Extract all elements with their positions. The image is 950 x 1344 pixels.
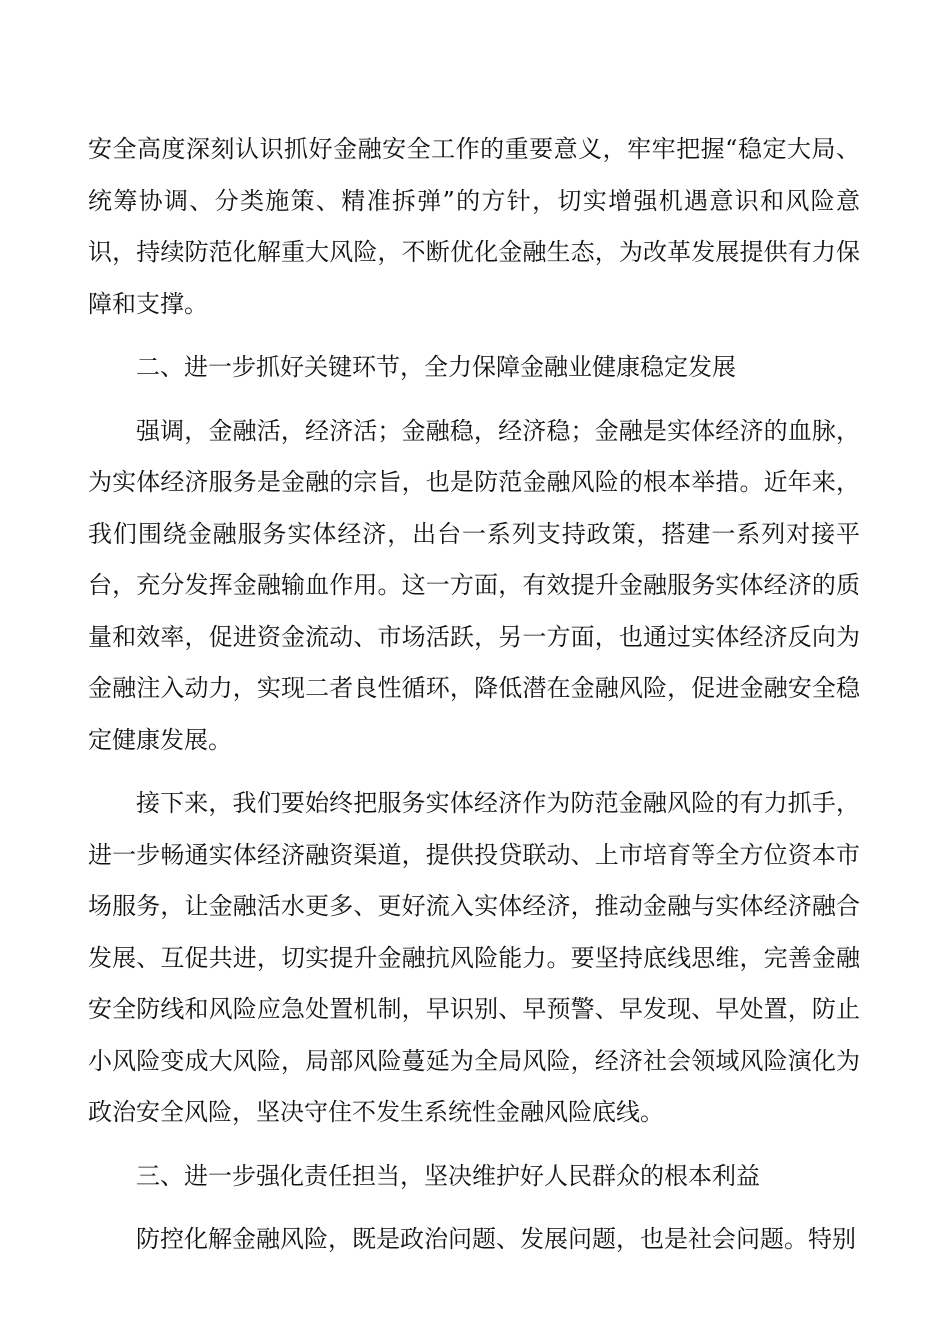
document-page xyxy=(88,124,860,1278)
paragraph-intro: 安全高度深刻认识抓好金融安全工作的重要意义，牢牢把握“稳定大局、统筹协调、分类施策、精准拆弹”的方针，切实增强机遇意识和风险意识，持续防范化解重大风险，不断优化金融生态，为改革发展提供有力保障和支撑。 xyxy=(88,135,860,318)
section-heading-3: 三、进一步强化责任担当，坚决维护好人民群众的根本利益 xyxy=(136,1161,760,1190)
paragraph-finance-real-economy: 强调，金融活，经济活；金融稳，经济稳；金融是实体经济的血脉，为实体经济服务是金融的宗旨，也是防范金融风险的根本举措。近年来，我们围绕金融服务实体经济，出台一系列支持政策，搭建一系列对接平台，充分发挥金融输血作用。这一方面，有效提升金融服务实体经济的质量和效率，促进资金流动、市场活跃，另一方面，也通过实体经济反向为金融注入动力，实现二者良性循环，降低潜在金融风险，促进金融安全稳定健康发展。 xyxy=(88,416,860,754)
paragraph-risk-control: 防控化解金融风险，既是政治问题、发展问题，也是社会问题。特别 xyxy=(136,1225,856,1253)
section-heading-2: 二、进一步抓好关键环节，全力保障金融业健康稳定发展 xyxy=(136,353,736,381)
paragraph-next-steps: 接下来，我们要始终把服务实体经济作为防范金融风险的有力抓手，进一步畅通实体经济融资渠道，提供投贷联动、上市培育等全方位资本市场服务，让金融活水更多、更好流入实体经济，推动金融与实体经济融合发展、互促共进，切实提升金融抗风险能力。要坚持底线思维，完善金融安全防线和风险应急处置机制，早识别、早预警、早发现、早处置，防止小风险变成大风险，局部风险蔓延为全局风险，经济社会领域风险演化为政治安全风险，坚决守住不发生系统性金融风险底线。 xyxy=(88,789,860,1126)
